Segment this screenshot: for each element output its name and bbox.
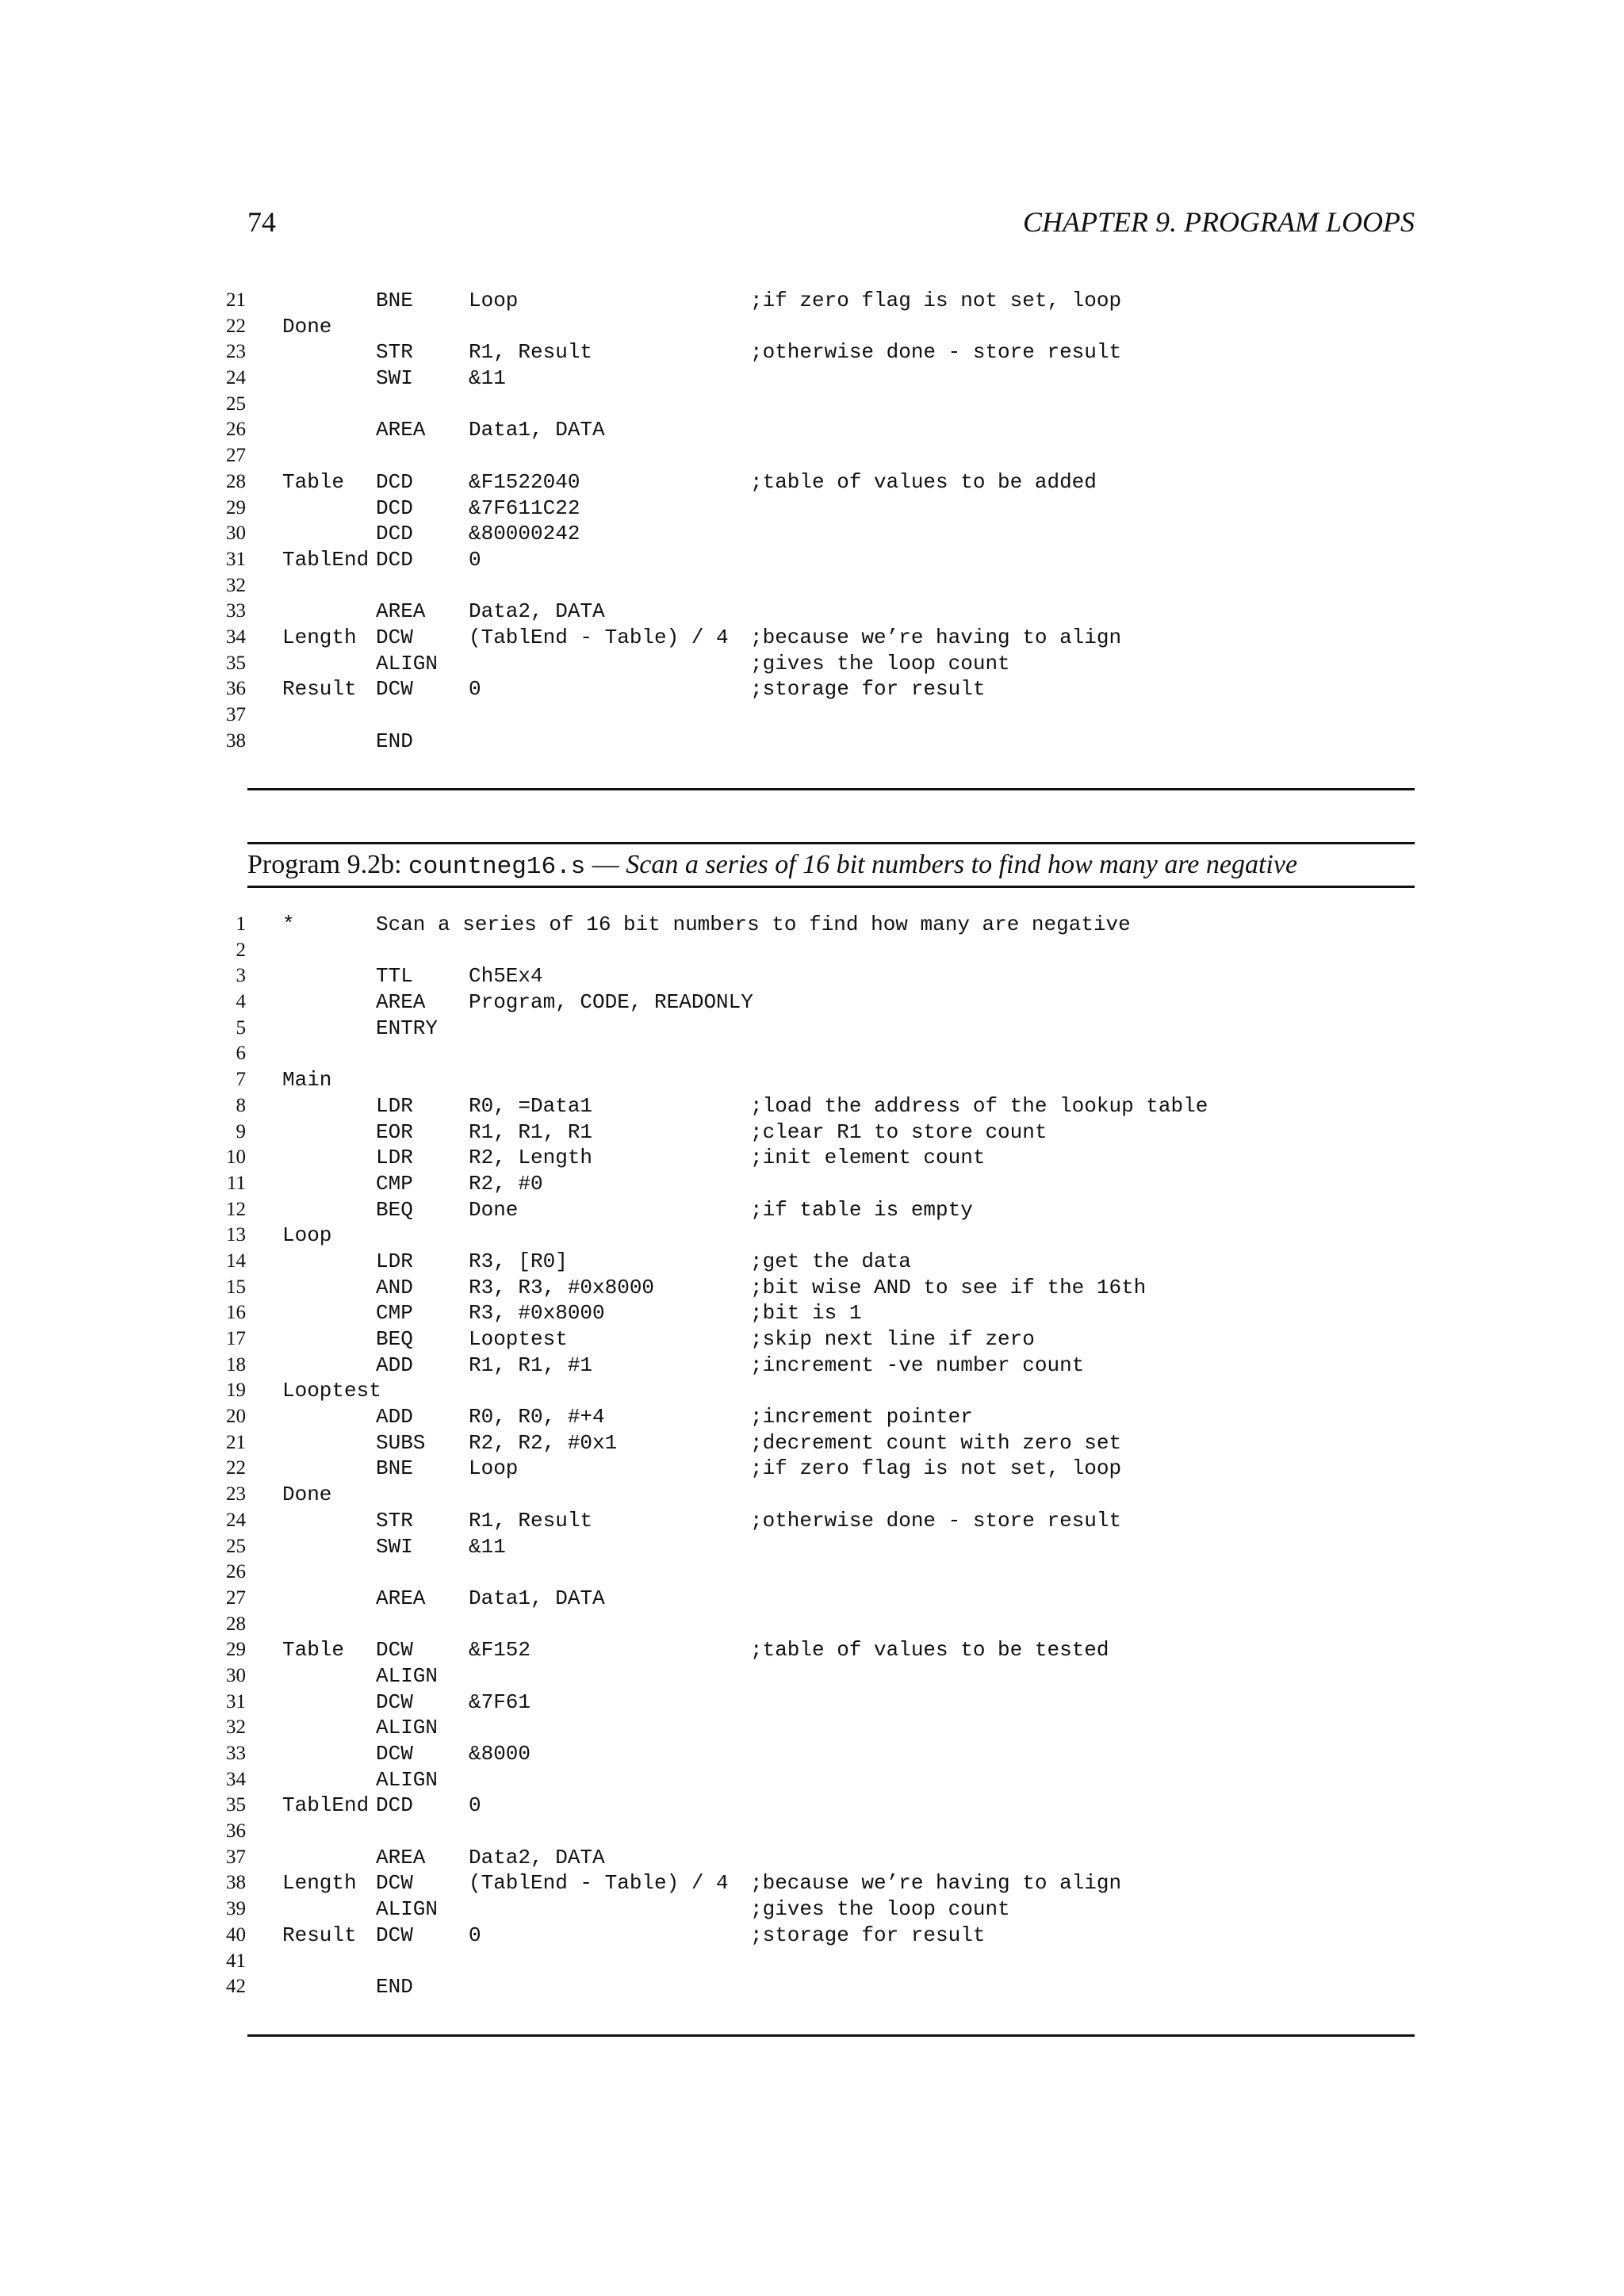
code-comment: ;storage for result [750, 677, 986, 702]
code-operands: 0 [469, 547, 481, 572]
code-operands: &F152 [469, 1638, 531, 1663]
line-number: 27 [226, 445, 246, 467]
code-line [222, 1637, 1411, 1663]
code-line [222, 625, 1411, 651]
line-number: 21 [226, 1431, 246, 1453]
code-line [222, 676, 1411, 702]
code-opcode: AREA [376, 599, 426, 624]
code-line [222, 1508, 1411, 1534]
line-number: 31 [226, 1690, 246, 1712]
code-opcode: BNE [376, 1456, 413, 1481]
code-line [222, 1870, 1411, 1896]
code-line [222, 702, 1411, 729]
line-number: 8 [236, 1094, 246, 1116]
line-number: 14 [226, 1249, 246, 1272]
code-label: * [282, 913, 295, 936]
code-operands: &7F611C22 [469, 496, 580, 520]
code-opcode: STR [376, 340, 413, 365]
code-opcode: CMP [376, 1301, 413, 1326]
code-comment: ;increment -ve number count [750, 1353, 1085, 1377]
code-comment: ;storage for result [750, 1923, 986, 1947]
line-number: 22 [226, 315, 246, 337]
code-opcode: BEQ [376, 1197, 413, 1222]
line-number: 7 [236, 1069, 246, 1091]
line-number: 31 [226, 548, 246, 570]
code-line [222, 1741, 1411, 1767]
code-comment: ;decrement count with zero set [750, 1430, 1122, 1455]
code-line [222, 1923, 1411, 1949]
code-line [222, 1326, 1411, 1353]
code-operands: &80000242 [469, 522, 580, 546]
code-operands: (TablEnd - Table) / 4 [469, 625, 729, 649]
code-opcode: DCW [376, 677, 413, 702]
line-number: 38 [226, 1872, 246, 1894]
code-opcode: BEQ [376, 1327, 413, 1351]
code-opcode: DCW [376, 1638, 413, 1663]
code-line [222, 1689, 1411, 1716]
caption-top-rule [247, 842, 1415, 844]
line-number: 34 [226, 626, 246, 648]
code-operands: Ch5Ex4 [469, 964, 543, 989]
code-line [222, 1949, 1411, 1975]
code-comment: ;init element count [750, 1146, 986, 1170]
code-comment: ;because we’re having to align [750, 625, 1122, 649]
code-label: Done [282, 1483, 332, 1507]
code-line [222, 288, 1411, 314]
code-operands: Data2, DATA [469, 599, 605, 624]
line-number: 30 [226, 1664, 246, 1686]
line-number: 33 [226, 600, 246, 622]
code-opcode: DCW [376, 625, 413, 649]
code-operands: R2, #0 [469, 1171, 543, 1196]
code-line [222, 1430, 1411, 1456]
code-opcode: AND [376, 1275, 413, 1299]
line-number: 11 [226, 1172, 246, 1194]
line-number: 23 [226, 1483, 246, 1506]
code-opcode: Scan a series of 16 bit numbers to find how many are negative [376, 913, 1131, 936]
code-line [222, 1974, 1411, 2000]
code-line [222, 1663, 1411, 1689]
code-opcode: CMP [376, 1171, 413, 1196]
line-number: 38 [226, 729, 246, 752]
line-number: 36 [226, 1820, 246, 1843]
line-number: 6 [236, 1043, 246, 1065]
program-caption [247, 845, 1297, 887]
code-line [222, 314, 1411, 340]
code-opcode: ALIGN [376, 1767, 439, 1792]
code-opcode: DCD [376, 469, 413, 494]
line-number: 27 [226, 1586, 246, 1609]
code-line [222, 1197, 1411, 1223]
code-line [222, 1715, 1411, 1741]
line-number: 29 [226, 1639, 246, 1661]
code-line [222, 1145, 1411, 1171]
line-number: 34 [226, 1768, 246, 1790]
line-number: 5 [236, 1016, 246, 1039]
line-number: 26 [226, 1561, 246, 1583]
line-number: 13 [226, 1224, 246, 1246]
code-opcode: DCW [376, 1689, 413, 1714]
code-operands: R3, [R0] [469, 1249, 568, 1273]
code-label: Loop [282, 1223, 332, 1248]
line-number: 26 [226, 419, 246, 441]
code-comment: ;bit is 1 [750, 1301, 862, 1326]
code-line [222, 339, 1411, 365]
line-number: 20 [226, 1406, 246, 1428]
line-number: 39 [226, 1898, 246, 1920]
top-code-listing [222, 288, 1411, 754]
chapter-title: CHAPTER 9. PROGRAM LOOPS [1023, 206, 1415, 238]
code-opcode: DCD [376, 496, 413, 520]
code-line [222, 1586, 1411, 1612]
program-description: Scan a series of 16 bit numbers to find how many are negative [626, 850, 1298, 879]
code-line [222, 496, 1411, 522]
code-operands: Looptest [469, 1327, 568, 1351]
code-line [222, 1482, 1411, 1508]
code-line [222, 1793, 1411, 1819]
code-operands: 0 [469, 1793, 481, 1818]
code-label: Looptest [282, 1379, 381, 1403]
line-number: 24 [226, 367, 246, 389]
code-operands: &11 [469, 1534, 506, 1559]
line-number: 23 [226, 341, 246, 363]
code-operands: R2, Length [469, 1146, 593, 1170]
line-number: 35 [226, 652, 246, 674]
line-number: 3 [236, 965, 246, 987]
code-opcode: DCD [376, 547, 413, 572]
code-line [222, 1534, 1411, 1560]
code-line [222, 651, 1411, 677]
code-label: Table [282, 1638, 345, 1663]
page-number: 74 [247, 206, 276, 238]
line-number: 42 [226, 1976, 246, 1998]
line-number: 37 [226, 704, 246, 725]
line-number: 32 [226, 574, 246, 596]
code-label: Done [282, 314, 332, 339]
code-opcode: ALIGN [376, 651, 439, 675]
program-filename: countneg16.s [408, 853, 586, 881]
code-operands: R1, Result [469, 1508, 593, 1533]
code-operands: R2, R2, #0x1 [469, 1430, 618, 1455]
code-line [222, 1378, 1411, 1404]
code-line [222, 573, 1411, 599]
code-line [222, 443, 1411, 469]
code-opcode: SUBS [376, 1430, 426, 1455]
code-operands: Loop [469, 1456, 519, 1481]
code-label: Length [282, 1871, 357, 1896]
code-label: Main [282, 1068, 332, 1093]
code-line [222, 1353, 1411, 1379]
line-number: 36 [226, 678, 246, 700]
caption-prefix: Program 9.2b: [247, 850, 409, 879]
code-operands: Data1, DATA [469, 1586, 605, 1610]
code-operands: R0, R0, #+4 [469, 1405, 605, 1429]
code-operands: Done [469, 1197, 519, 1222]
code-operands: R3, #0x8000 [469, 1301, 605, 1326]
line-number: 17 [226, 1328, 246, 1349]
code-opcode: BNE [376, 289, 413, 312]
code-comment: ;increment pointer [750, 1405, 973, 1429]
code-line [222, 1896, 1411, 1923]
code-label: TablEnd [282, 547, 370, 572]
code-operands: R1, R1, R1 [469, 1119, 593, 1144]
code-opcode: ADD [376, 1353, 413, 1377]
code-line [222, 1067, 1411, 1093]
code-line [222, 469, 1411, 496]
program-listing-end-rule [247, 2034, 1415, 2037]
line-number: 1 [236, 913, 246, 935]
code-line [222, 1171, 1411, 1197]
code-line [222, 1275, 1411, 1301]
code-opcode: ALIGN [376, 1897, 439, 1922]
code-opcode: ADD [376, 1405, 413, 1429]
line-number: 35 [226, 1794, 246, 1816]
code-label: TablEnd [282, 1793, 370, 1818]
line-number: 2 [236, 939, 246, 961]
code-comment: ;table of values to be added [750, 469, 1097, 494]
line-number: 4 [236, 991, 246, 1013]
code-line [222, 938, 1411, 964]
code-line [222, 1300, 1411, 1326]
code-comment: ;if table is empty [750, 1197, 973, 1222]
line-number: 19 [226, 1380, 246, 1402]
line-number: 41 [226, 1950, 246, 1972]
code-operands: (TablEnd - Table) / 4 [469, 1871, 729, 1896]
code-operands: R0, =Data1 [469, 1093, 593, 1118]
code-line [222, 365, 1411, 392]
code-line [222, 1223, 1411, 1249]
code-opcode: LDR [376, 1093, 413, 1118]
code-line [222, 521, 1411, 547]
code-opcode: TTL [376, 964, 413, 989]
code-comment: ;bit wise AND to see if the 16th [750, 1275, 1147, 1299]
code-comment: ;gives the loop count [750, 651, 1010, 675]
code-comment: ;skip next line if zero [750, 1327, 1035, 1351]
code-line [222, 1819, 1411, 1845]
code-comment: ;otherwise done - store result [750, 340, 1122, 365]
code-line [222, 912, 1411, 938]
code-line [222, 392, 1411, 418]
code-line [222, 1016, 1411, 1042]
caption-bottom-rule [247, 886, 1415, 888]
code-opcode: AREA [376, 418, 426, 442]
code-label: Result [282, 1923, 357, 1947]
code-label: Result [282, 677, 357, 702]
code-label: Length [282, 625, 357, 649]
code-operands: &7F61 [469, 1689, 531, 1714]
code-opcode: ALIGN [376, 1663, 439, 1688]
code-line [222, 729, 1411, 755]
code-opcode: DCW [376, 1871, 413, 1896]
program-code-listing [222, 912, 1411, 2000]
code-opcode: EOR [376, 1119, 413, 1144]
line-number: 30 [226, 522, 246, 545]
code-opcode: DCD [376, 522, 413, 546]
line-number: 9 [236, 1120, 246, 1142]
code-line [222, 1845, 1411, 1871]
code-operands: Loop [469, 289, 519, 312]
code-line [222, 547, 1411, 573]
code-opcode: AREA [376, 1845, 426, 1869]
code-line [222, 1249, 1411, 1275]
code-opcode: AREA [376, 1586, 426, 1610]
code-line [222, 1404, 1411, 1430]
top-listing-end-rule [247, 788, 1415, 790]
code-comment: ;if zero flag is not set, loop [750, 289, 1122, 312]
code-opcode: ALIGN [376, 1716, 439, 1740]
code-opcode: END [376, 1975, 413, 1999]
caption-separator: — [585, 850, 626, 879]
code-opcode: LDR [376, 1146, 413, 1170]
code-comment: ;because we’re having to align [750, 1871, 1122, 1896]
code-line [222, 1041, 1411, 1067]
line-number: 16 [226, 1302, 246, 1324]
code-line [222, 1119, 1411, 1146]
code-line [222, 1093, 1411, 1119]
line-number: 12 [226, 1198, 246, 1220]
code-operands: 0 [469, 1923, 481, 1947]
code-opcode: LDR [376, 1249, 413, 1273]
code-comment: ;load the address of the lookup table [750, 1093, 1208, 1118]
code-operands: R1, R1, #1 [469, 1353, 593, 1377]
code-comment: ;table of values to be tested [750, 1638, 1109, 1663]
line-number: 21 [226, 289, 246, 311]
code-operands: &F1522040 [469, 469, 580, 494]
line-number: 22 [226, 1457, 246, 1479]
code-operands: &11 [469, 366, 506, 391]
code-opcode: AREA [376, 990, 426, 1015]
line-number: 25 [226, 1535, 246, 1557]
line-number: 33 [226, 1743, 246, 1764]
code-line [222, 1456, 1411, 1482]
code-opcode: DCW [376, 1742, 413, 1766]
code-comment: ;otherwise done - store result [750, 1508, 1122, 1533]
code-line [222, 1612, 1411, 1638]
code-opcode: ENTRY [376, 1016, 439, 1040]
code-opcode: SWI [376, 366, 413, 391]
line-number: 24 [226, 1509, 246, 1531]
line-number: 10 [226, 1146, 246, 1169]
line-number: 15 [226, 1276, 246, 1298]
line-number: 25 [226, 392, 246, 415]
line-number: 29 [226, 496, 246, 519]
code-comment: ;gives the loop count [750, 1897, 1010, 1922]
code-opcode: DCW [376, 1923, 413, 1947]
code-line [222, 599, 1411, 625]
code-line [222, 1767, 1411, 1793]
code-opcode: DCD [376, 1793, 413, 1818]
code-operands: R3, R3, #0x8000 [469, 1275, 655, 1299]
code-comment: ;clear R1 to store count [750, 1119, 1048, 1144]
code-line [222, 417, 1411, 443]
code-line [222, 989, 1411, 1016]
line-number: 28 [226, 1613, 246, 1635]
line-number: 37 [226, 1846, 246, 1868]
code-operands: Data2, DATA [469, 1845, 605, 1869]
code-operands: Data1, DATA [469, 418, 605, 442]
code-opcode: END [376, 729, 413, 753]
code-opcode: STR [376, 1508, 413, 1533]
code-comment: ;if zero flag is not set, loop [750, 1456, 1122, 1481]
code-line [222, 963, 1411, 989]
code-label: Table [282, 469, 345, 494]
line-number: 18 [226, 1353, 246, 1376]
code-opcode: SWI [376, 1534, 413, 1559]
line-number: 32 [226, 1716, 246, 1739]
code-operands: 0 [469, 677, 481, 702]
line-number: 40 [226, 1923, 246, 1946]
code-operands: Program, CODE, READONLY [469, 990, 753, 1015]
code-line [222, 1559, 1411, 1586]
code-operands: &8000 [469, 1742, 531, 1766]
code-comment: ;get the data [750, 1249, 911, 1273]
code-operands: R1, Result [469, 340, 593, 365]
line-number: 28 [226, 470, 246, 492]
